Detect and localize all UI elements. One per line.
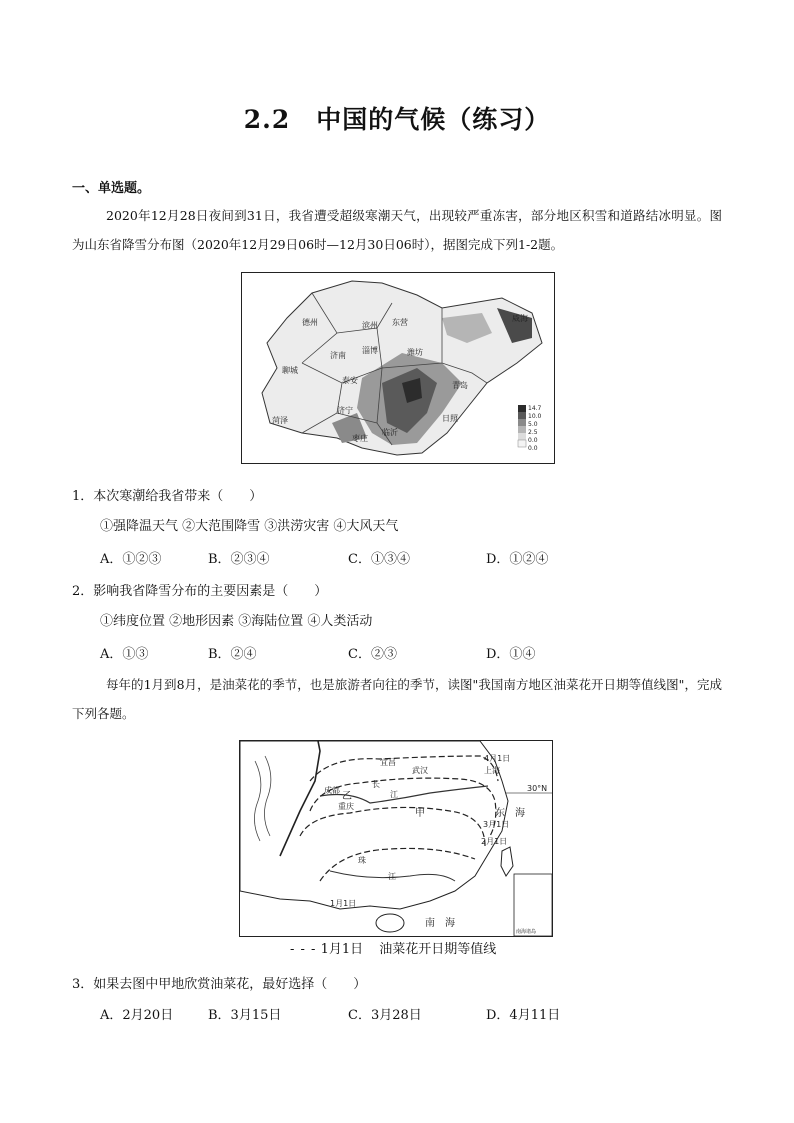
question-1-stem: 1．本次寒潮给我省带来（ ） — [72, 489, 263, 504]
city-label: 滨州 — [362, 321, 378, 330]
label-chengdu: 成都 — [324, 786, 340, 795]
legend-dash-icon: - - - — [290, 942, 317, 957]
city-label: 枣庄 — [352, 434, 368, 443]
question-2-stem: 2．影响我省降雪分布的主要因素是（ ） — [72, 584, 328, 599]
option-d[interactable]: D．4月11日 — [486, 1008, 561, 1023]
label-south-sea: 南 海 — [425, 918, 455, 929]
label-river-chang: 长 — [372, 780, 380, 789]
label-shanghai: 上海 — [484, 766, 500, 775]
section-heading: 一、单选题。 — [72, 181, 151, 196]
city-label: 东营 — [392, 318, 408, 327]
label-mar1: 3月1日 — [483, 820, 510, 829]
inset-south-sea — [514, 874, 552, 936]
option-b[interactable]: B．②③④ — [208, 552, 270, 567]
label-jan1: 1月1日 — [330, 899, 357, 908]
option-b[interactable]: B．3月15日 — [208, 1008, 282, 1023]
option-c[interactable]: C．②③ — [348, 647, 397, 662]
label-river-jiang2: 江 — [388, 872, 396, 881]
option-d[interactable]: D．①④ — [486, 647, 536, 662]
city-label: 临沂 — [382, 428, 398, 437]
legend-text: 油菜花开日期等值线 — [379, 942, 497, 957]
hainan-island — [376, 914, 404, 932]
question-1-options — [100, 548, 620, 568]
label-apr1: 4月1日 — [484, 754, 511, 763]
legend-date: 1月1日 — [320, 942, 364, 957]
passage-1: 2020年12月28日夜间到31日，我省遭受超级寒潮天气，出现较严重冻害，部分地区积雪和道路结冰明显。图为山东省降雪分布图（2020年12月29日06时—12月30日06时），据图完成下列1-2题。 — [72, 208, 722, 252]
option-b[interactable]: B．②④ — [208, 647, 257, 662]
question-2-options — [100, 643, 620, 663]
label-yi: 乙 — [342, 791, 352, 802]
option-d[interactable]: D．①②④ — [486, 552, 549, 567]
city-label: 菏泽 — [272, 416, 288, 425]
legend-value: 0.0 — [528, 437, 538, 444]
question-3-stem: 3．如果去图中甲地欣赏油菜花，最好选择（ ） — [72, 977, 367, 992]
page-title: 2.2 中国的气候（练习） — [243, 105, 551, 134]
city-label: 威海 — [512, 314, 528, 323]
city-label: 潍坊 — [407, 348, 423, 357]
shandong-snowfall-map — [241, 272, 555, 464]
legend-value: 0.0 — [528, 445, 538, 452]
option-a[interactable]: A．2月20日 — [100, 1008, 174, 1023]
question-1-items: ①强降温天气 ②大范围降雪 ③洪涝灾害 ④大风天气 — [100, 519, 399, 534]
legend-value: 10.0 — [528, 413, 542, 420]
question-3-options — [100, 1004, 620, 1024]
option-c[interactable]: C．3月28日 — [348, 1008, 422, 1023]
label-east-sea: 东 海 — [495, 808, 525, 819]
city-label: 泰安 — [342, 376, 358, 385]
city-label: 淄博 — [362, 346, 378, 355]
rapeseed-flowering-map — [239, 740, 553, 937]
label-yichang: 宜昌 — [380, 758, 396, 767]
label-feb1: 2月1日 — [481, 837, 508, 846]
snowfall-legend — [518, 405, 542, 452]
label-islands: 南海诸岛 — [516, 929, 537, 935]
option-a[interactable]: A．①③ — [100, 647, 149, 662]
option-a[interactable]: A．①②③ — [100, 552, 162, 567]
city-label: 聊城 — [282, 366, 298, 375]
option-c[interactable]: C．①③④ — [348, 552, 410, 567]
label-river-jiang: 江 — [390, 790, 398, 799]
legend-value: 14.7 — [528, 405, 542, 412]
passage-2: 每年的1月到8月，是油菜花的季节，也是旅游者向往的季节，读图"我国南方地区油菜花开日期等值线图"，完成下列各题。 — [72, 677, 722, 721]
city-label: 青岛 — [452, 381, 468, 390]
label-river-zhu: 珠 — [358, 856, 366, 865]
legend-value: 5.0 — [528, 421, 538, 428]
map2-legend — [290, 938, 496, 957]
city-label: 济南 — [330, 351, 346, 360]
label-lat: 30°N — [527, 784, 548, 793]
city-label: 济宁 — [337, 406, 353, 415]
label-wuhan: 武汉 — [412, 766, 428, 775]
taiwan-island — [501, 847, 513, 876]
city-label: 日照 — [442, 414, 458, 423]
question-2-items: ①纬度位置 ②地形因素 ③海陆位置 ④人类活动 — [100, 614, 373, 629]
city-label: 德州 — [302, 318, 318, 327]
label-chongqing: 重庆 — [338, 802, 354, 811]
label-jia: 甲 — [415, 808, 425, 819]
legend-value: 2.5 — [528, 429, 538, 436]
